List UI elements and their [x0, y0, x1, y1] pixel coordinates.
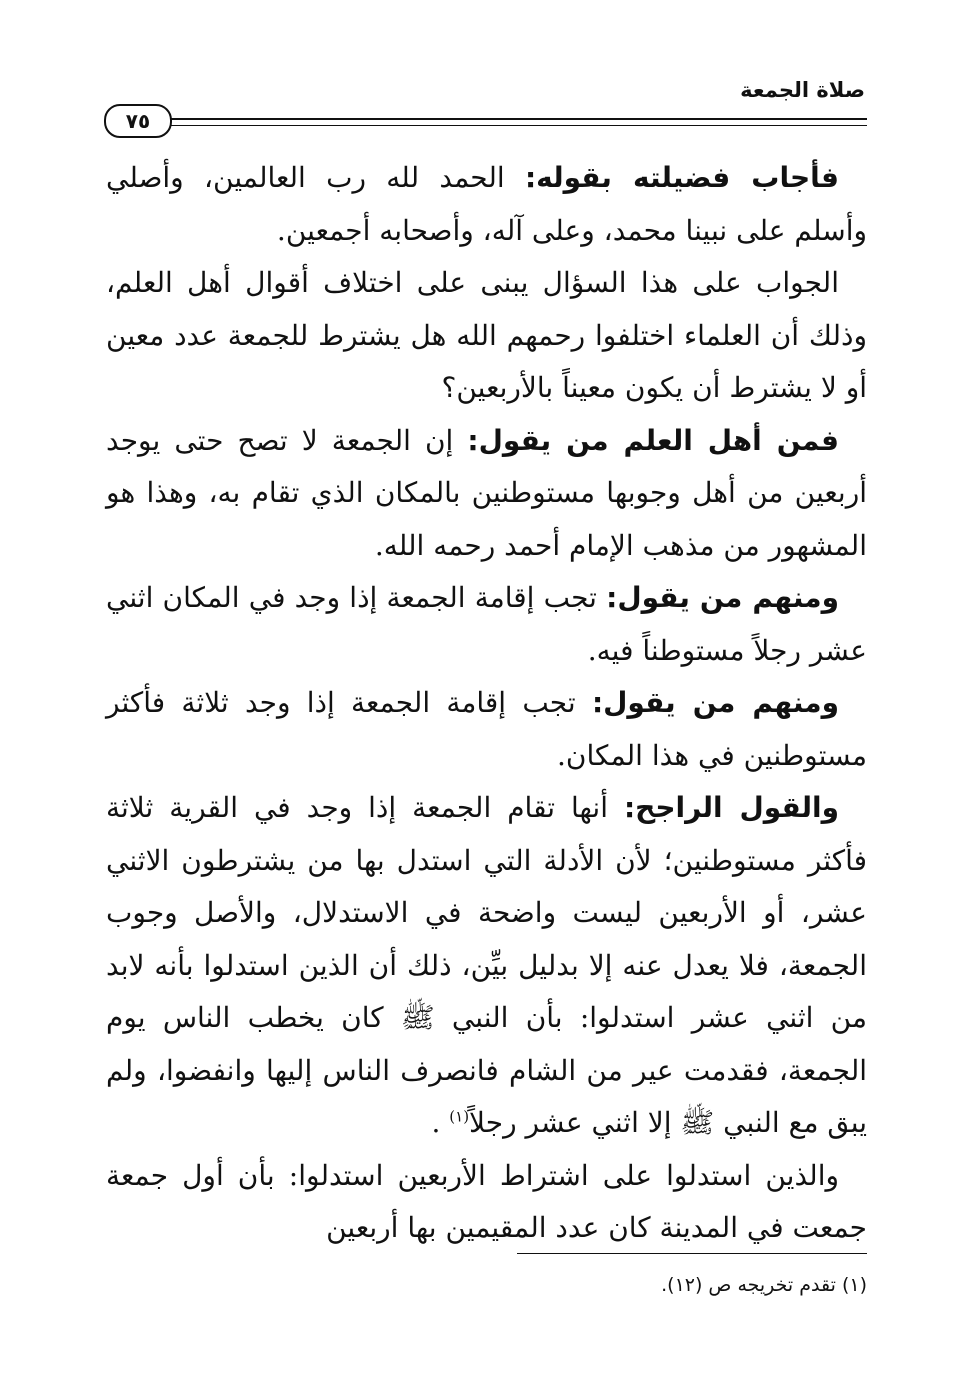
paragraph-text: الجواب على هذا السؤال يبنى على اختلاف أقوال أهل العلم، وذلك أن العلماء اختلفوا رحمهم الله هل يشترط للجمعة عدد معين أو لا يشترط أن يكون معيناً بالأربعين؟ — [106, 266, 867, 404]
header-rule — [160, 118, 867, 126]
paragraph-lead: ومنهم من يقول: — [606, 581, 839, 614]
body-text — [106, 152, 867, 1255]
paragraph-lead: والقول الراجح: — [623, 791, 839, 824]
paragraph-lead: فأجاب فضيلته بقوله: — [524, 161, 839, 194]
paragraph — [106, 152, 867, 257]
paragraph-text: أنها تقام الجمعة إذا وجد في القرية ثلاثة فأكثر مستوطنين؛ لأن الأدلة التي استدل بها من يشترطون الاثني عشر، أو الأربعين ليست واضحة في الاستدلال، والأصل وجوب الجمعة، فلا يعدل عنه إلا بدليل بيِّن، ذلك أن الذين استدلوا بأنه لابد من اثني عشر استدلوا: بأن النبي ﷺ كان يخطب الناس يوم الجمعة، فقدمت عير من الشام فانصرف الناس إليها وانفضوا، ولم يبق مع النبي ﷺ إلا اثني عشر رجلاً — [106, 791, 867, 1139]
running-header-title: صلاة الجمعة — [740, 78, 865, 102]
footnote-rule — [517, 1253, 867, 1254]
paragraph-text: تجب إقامة الجمعة إذا وجد في المكان اثني عشر رجلاً مستوطناً فيه. — [106, 581, 867, 667]
page-number: ٧٥ — [104, 104, 172, 138]
paragraph — [106, 415, 867, 573]
paragraph-tail: . — [431, 1106, 450, 1139]
paragraph-text: والذين استدلوا على اشتراط الأربعين استدلوا: بأن أول جمعة جمعت في المدينة كان عدد المقيمين بها أربعين — [106, 1158, 867, 1244]
paragraph — [106, 1150, 867, 1255]
paragraph — [106, 257, 867, 415]
paragraph-text: الحمد لله رب العالمين، وأصلي وأسلم على نبينا محمد، وعلى آله، وأصحابه أجمعين. — [106, 161, 867, 247]
paragraph — [106, 782, 867, 1150]
paragraph-text: تجب إقامة الجمعة إذا وجد ثلاثة فأكثر مستوطنين في هذا المكان. — [106, 686, 867, 772]
paragraph — [106, 572, 867, 677]
footnote: (١) تقدم تخريجه ص (١٢). — [661, 1274, 867, 1296]
footnote-reference: (١) — [449, 1107, 470, 1126]
paragraph-text: إن الجمعة لا تصح حتى يوجد أربعين من أهل وجوبها مستوطنين بالمكان الذي تقام به، وهذا هو المشهور من مذهب الإمام أحمد رحمه الله. — [106, 423, 867, 562]
paragraph-lead: ومنهم من يقول: — [591, 686, 839, 719]
paragraph-lead: فمن أهل العلم من يقول: — [467, 423, 840, 457]
paragraph — [106, 677, 867, 782]
